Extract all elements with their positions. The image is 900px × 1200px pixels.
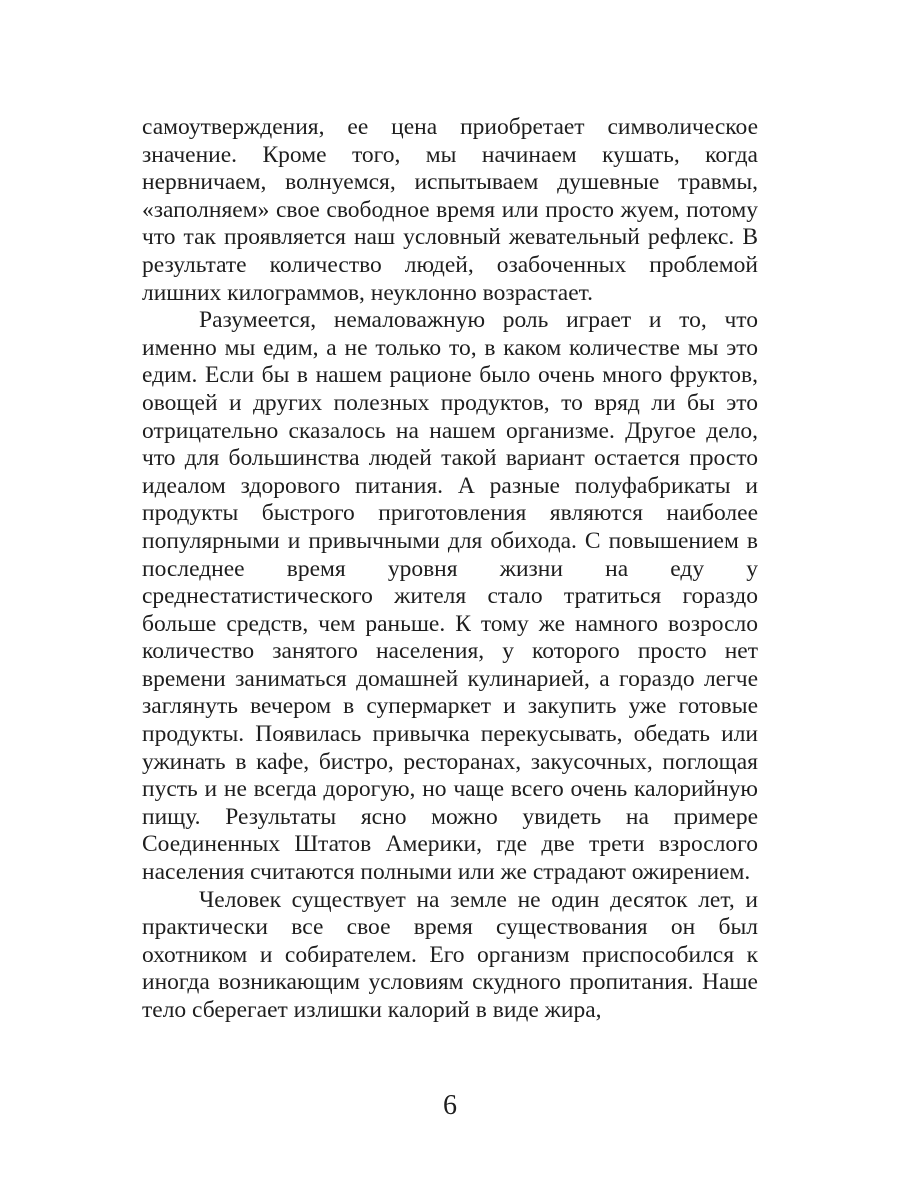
body-text xyxy=(142,114,758,1025)
page-number: 6 xyxy=(443,1090,457,1121)
paragraph-continued: самоутверждения, ее цена приобретает символическое значение. Кроме того, мы начинаем кушать, когда нервничаем, волнуемся, испытываем душевные травмы, «заполняем» свое свободное время или просто жуем, потому что так проявляется наш условный жевательный рефлекс. В результате количество людей, озабоченных проблемой лишних килограммов, неуклонно возрастает. xyxy=(142,114,758,306)
paragraph: Разумеется, немаловажную роль играет и то, что именно мы едим, а не только то, в каком количестве мы это едим. Если бы в нашем рационе было очень много фруктов, овощей и других полезных продуктов, то вряд ли бы это отрицательно сказалось на нашем организме. Другое дело, что для большинства людей такой вариант остается просто идеалом здорового питания. А разные полуфабрикаты и продукты быстрого приготовления являются наиболее популярными и привычными для обихода. С повышением в последнее время уровня жизни на еду у среднестатистического жителя стало тратиться гораздо больше средств, чем раньше. К тому же намного возросло количество занятого населения, у которого просто нет времени заниматься домашней кулинарией, а гораздо легче заглянуть вечером в супермаркет и закупить уже готовые продукты. Появилась привычка перекусывать, обедать или ужинать в кафе, бистро, ресторанах, закусочных, поглощая пусть и не всегда дорогую, но чаще всего очень калорийную пищу. Результаты ясно можно увидеть на примере Соединенных Штатов Америки, где две трети взрослого населения считаются полными или же страдают ожирением. xyxy=(142,307,758,886)
paragraph: Человек существует на земле не один десяток лет, и практически все свое время существования он был охотником и собирателем. Его организм приспособился к иногда возникающим условиям скудного пропитания. Наше тело сберегает излишки калорий в виде жира, xyxy=(142,886,758,1023)
